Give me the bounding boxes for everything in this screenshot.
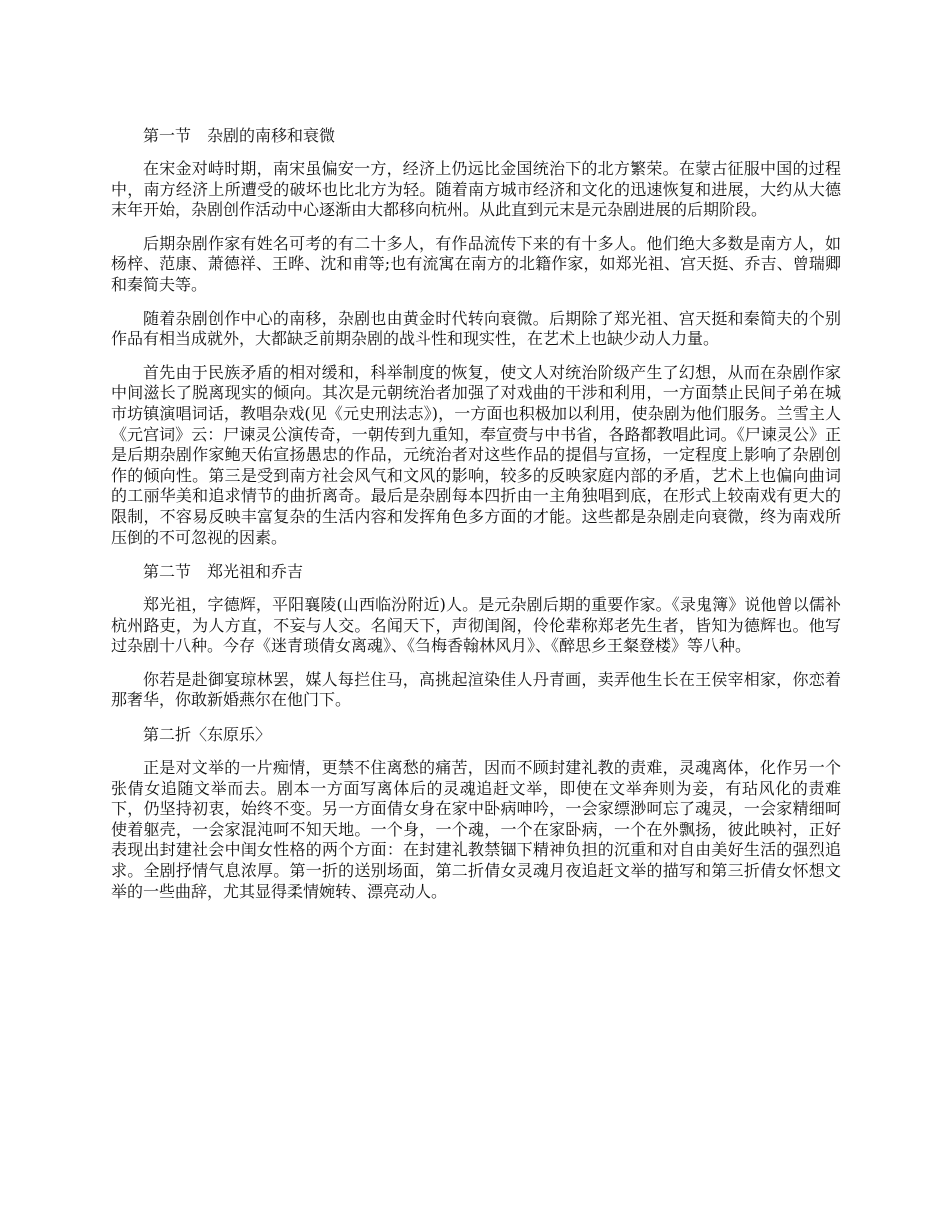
section-heading: 第一节 杂剧的南移和衰微 (143, 126, 336, 145)
paragraph: 在宋金对峙时期，南宋虽偏安一方，经济上仍远比金国统治下的北方繁荣。在蒙古征服中国的过程中，南方经济上所遭受的破坏也比北方为轻。随着南方城市经济和文化的迅速恢复和进展，大约从大德末年开始，杂剧创作活动中心逐渐由大都移向杭州。从此直到元末是元杂剧进展的后期阶段。 (111, 159, 841, 220)
lyric-source-heading: 第二折〈东原乐〉 (143, 725, 272, 745)
quoted-lyric: 你若是赴御宴琼林罢，媒人每拦住马，高挑起渲染佳人丹青画，卖弄他生长在王侯宰相家，你恋着那奢华，你敢新婚燕尔在他门下。 (111, 669, 841, 710)
paragraph: 正是对文举的一片痴情，更禁不住离愁的痛苦，因而不顾封建礼教的责难，灵魂离体，化作另一个张倩女追随文举而去。剧本一方面写离体后的灵魂追赶文举，即使在文举奔则为妾，有玷风化的责难下，仍坚持初衷，始终不变。另一方面倩女身在家中卧病呻吟，一会家缥渺呵忘了魂灵，一会家精细呵使着躯壳，一会家混沌呵不知天地。一个身，一个魂，一个在家卧病，一个在外飘扬，彼此映衬，正好表现出封建社会中闺女性格的两个方面：在封建礼教禁锢下精神负担的沉重和对自由美好生活的强烈追求。全剧抒情气息浓厚。第一折的送别场面，第二折倩女灵魂月夜追赶文举的描写和第三折倩女怀想文举的一些曲辞，尤其显得柔情婉转、漂亮动人。 (111, 758, 841, 901)
paragraph: 随着杂剧创作中心的南移，杂剧也由黄金时代转向衰微。后期除了郑光祖、宫天挺和秦简夫的个别作品有相当成就外，大都缺乏前期杂剧的战斗性和现实性，在艺术上也缺少动人力量。 (111, 308, 841, 349)
paragraph: 首先由于民族矛盾的相对缓和，科举制度的恢复，使文人对统治阶级产生了幻想，从而在杂剧作家中间滋长了脱离现实的倾向。其次是元朝统治者加强了对戏曲的干涉和利用，一方面禁止民间子弟在城市坊镇演唱词话，教唱杂戏(见《元史刑法志》)，一方面也积极加以利用，使杂剧为他们服务。兰雪主人《元宫词》云：尸谏灵公演传奇，一朝传到九重知，奉宣赍与中书省，各路都教唱此词。《尸谏灵公》正是后期杂剧作家鲍天佑宣扬愚忠的作品，元统治者对这些作品的提倡与宣扬，一定程度上影响了杂剧创作的倾向性。第三是受到南方社会风气和文风的影响，较多的反映家庭内部的矛盾，艺术上也偏向曲词的工丽华美和追求情节的曲折离奇。最后是杂剧每本四折由一主角独唱到底，在形式上较南戏有更大的限制，不容易反映丰富复杂的生活内容和发挥角色多方面的才能。这些都是杂剧走向衰微，终为南戏所压倒的不可忽视的因素。 (111, 362, 841, 547)
paragraph: 后期杂剧作家有姓名可考的有二十多人，有作品流传下来的有十多人。他们绝大多数是南方人，如杨梓、范康、萧德祥、王晔、沈和甫等;也有流寓在南方的北籍作家，如郑光祖、宫天挺、乔吉、曾瑞卿和秦简夫等。 (111, 233, 841, 294)
document-page (111, 125, 841, 915)
paragraph: 郑光祖，字德辉，平阳襄陵(山西临汾附近)人。是元杂剧后期的重要作家。《录鬼簿》说他曾以儒补杭州路吏，为人方直，不妄与人交。名闻天下，声彻闺阁，伶伦辈称郑老先生者，皆知为德辉也。他写过杂剧十八种。今存《迷青琐倩女离魂》、《刍梅香翰林风月》、《醉思乡王粲登楼》等八种。 (111, 595, 841, 656)
section-heading: 第二节 郑光祖和乔吉 (143, 562, 304, 582)
